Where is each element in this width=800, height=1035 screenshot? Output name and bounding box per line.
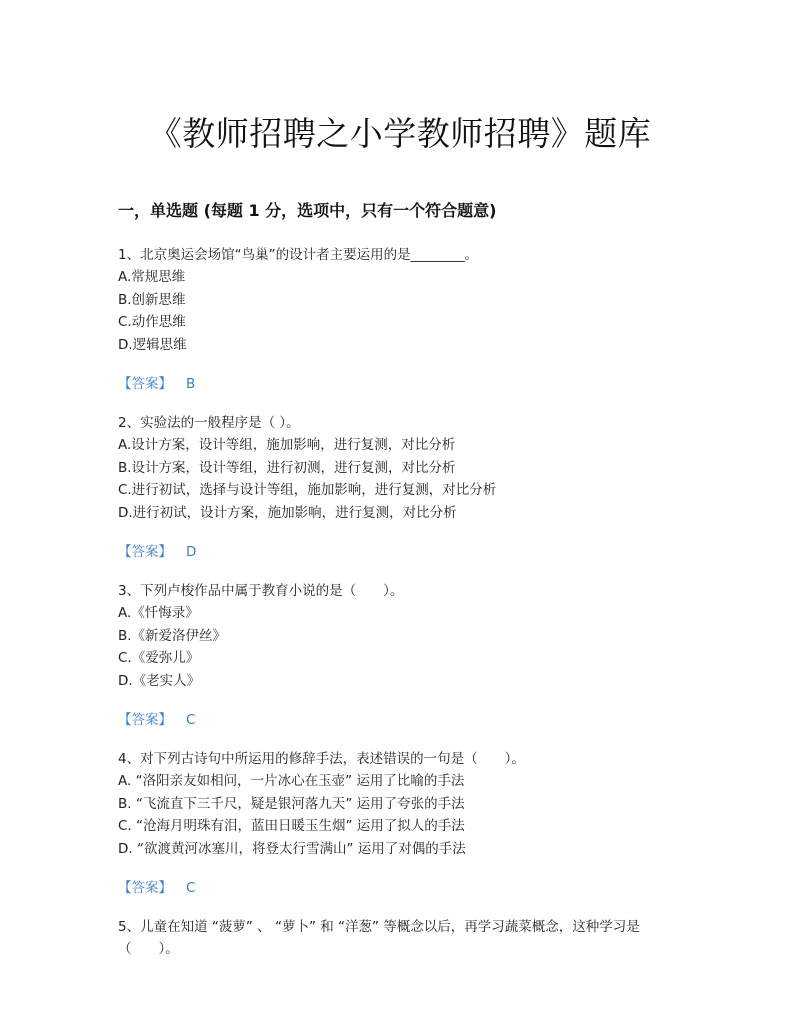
question-stem: 4、对下列古诗句中所运用的修辞手法，表述错误的一句是（ ）。 [118, 751, 525, 767]
option-c: C.进行初试，选择与设计等组，施加影响，进行复测，对比分析 [118, 482, 497, 498]
question-1 [118, 244, 688, 395]
answer-label: 【答案】 [118, 376, 172, 392]
option-d: D.逻辑思维 [118, 336, 187, 353]
option-a: A.设计方案，设计等组，施加影响，进行复测，对比分析 [118, 437, 456, 453]
option-a: A. “洛阳亲友如相问，一片冰心在玉壶” 运用了比喻的手法 [118, 773, 465, 789]
option-a: A.常规思维 [118, 269, 186, 285]
answer-line [118, 541, 688, 563]
answer-line [118, 709, 688, 731]
option-c: C.动作思维 [118, 314, 186, 330]
answer-value: D [186, 544, 197, 560]
option-a: A.《忏悔录》 [118, 605, 199, 621]
option-c: C. “沧海月明珠有泪，蓝田日暖玉生烟” 运用了拟人的手法 [118, 818, 465, 834]
option-d: D.《老实人》 [118, 672, 201, 689]
question-list [118, 244, 688, 960]
question-4 [118, 748, 688, 899]
answer-value: B [186, 376, 196, 392]
answer-label: 【答案】 [118, 712, 172, 728]
section-heading: 一，单选题 (每题 1 分，选项中，只有一个符合题意) [118, 201, 497, 220]
answer-label: 【答案】 [118, 544, 172, 560]
option-b: B.创新思维 [118, 291, 186, 308]
question-stem: 1、北京奥运会场馆“鸟巢”的设计者主要运用的是________。 [118, 247, 479, 263]
question-stem: 2、实验法的一般程序是（ ）。 [118, 415, 300, 431]
option-b: B.设计方案，设计等组，进行初测，进行复测，对比分析 [118, 459, 456, 476]
option-b: B.《新爱洛伊丝》 [118, 627, 227, 644]
answer-line [118, 373, 688, 395]
option-d: D. “欲渡黄河冰塞川，将登太行雪满山” 运用了对偶的手法 [118, 840, 466, 857]
page-title: 《教师招聘之小学教师招聘》题库 [148, 114, 652, 153]
answer-label: 【答案】 [118, 880, 172, 896]
question-stem: 5、儿童在知道 “菠萝” 、 “萝卜” 和 “洋葱” 等概念以后，再学习蔬菜概念，这种学习是（ ）。 [118, 919, 640, 957]
answer-value: C [186, 880, 196, 896]
option-c: C.《爱弥儿》 [118, 650, 200, 666]
option-d: D.进行初试，设计方案，施加影响，进行复测，对比分析 [118, 504, 457, 521]
answer-value: C [186, 712, 196, 728]
answer-line [118, 877, 688, 899]
option-b: B. “飞流直下三千尺，疑是银河落九天” 运用了夸张的手法 [118, 795, 465, 812]
question-3 [118, 580, 688, 731]
question-5 [118, 916, 688, 960]
question-stem: 3、下列卢梭作品中属于教育小说的是（ ）。 [118, 583, 404, 599]
question-2 [118, 412, 688, 563]
